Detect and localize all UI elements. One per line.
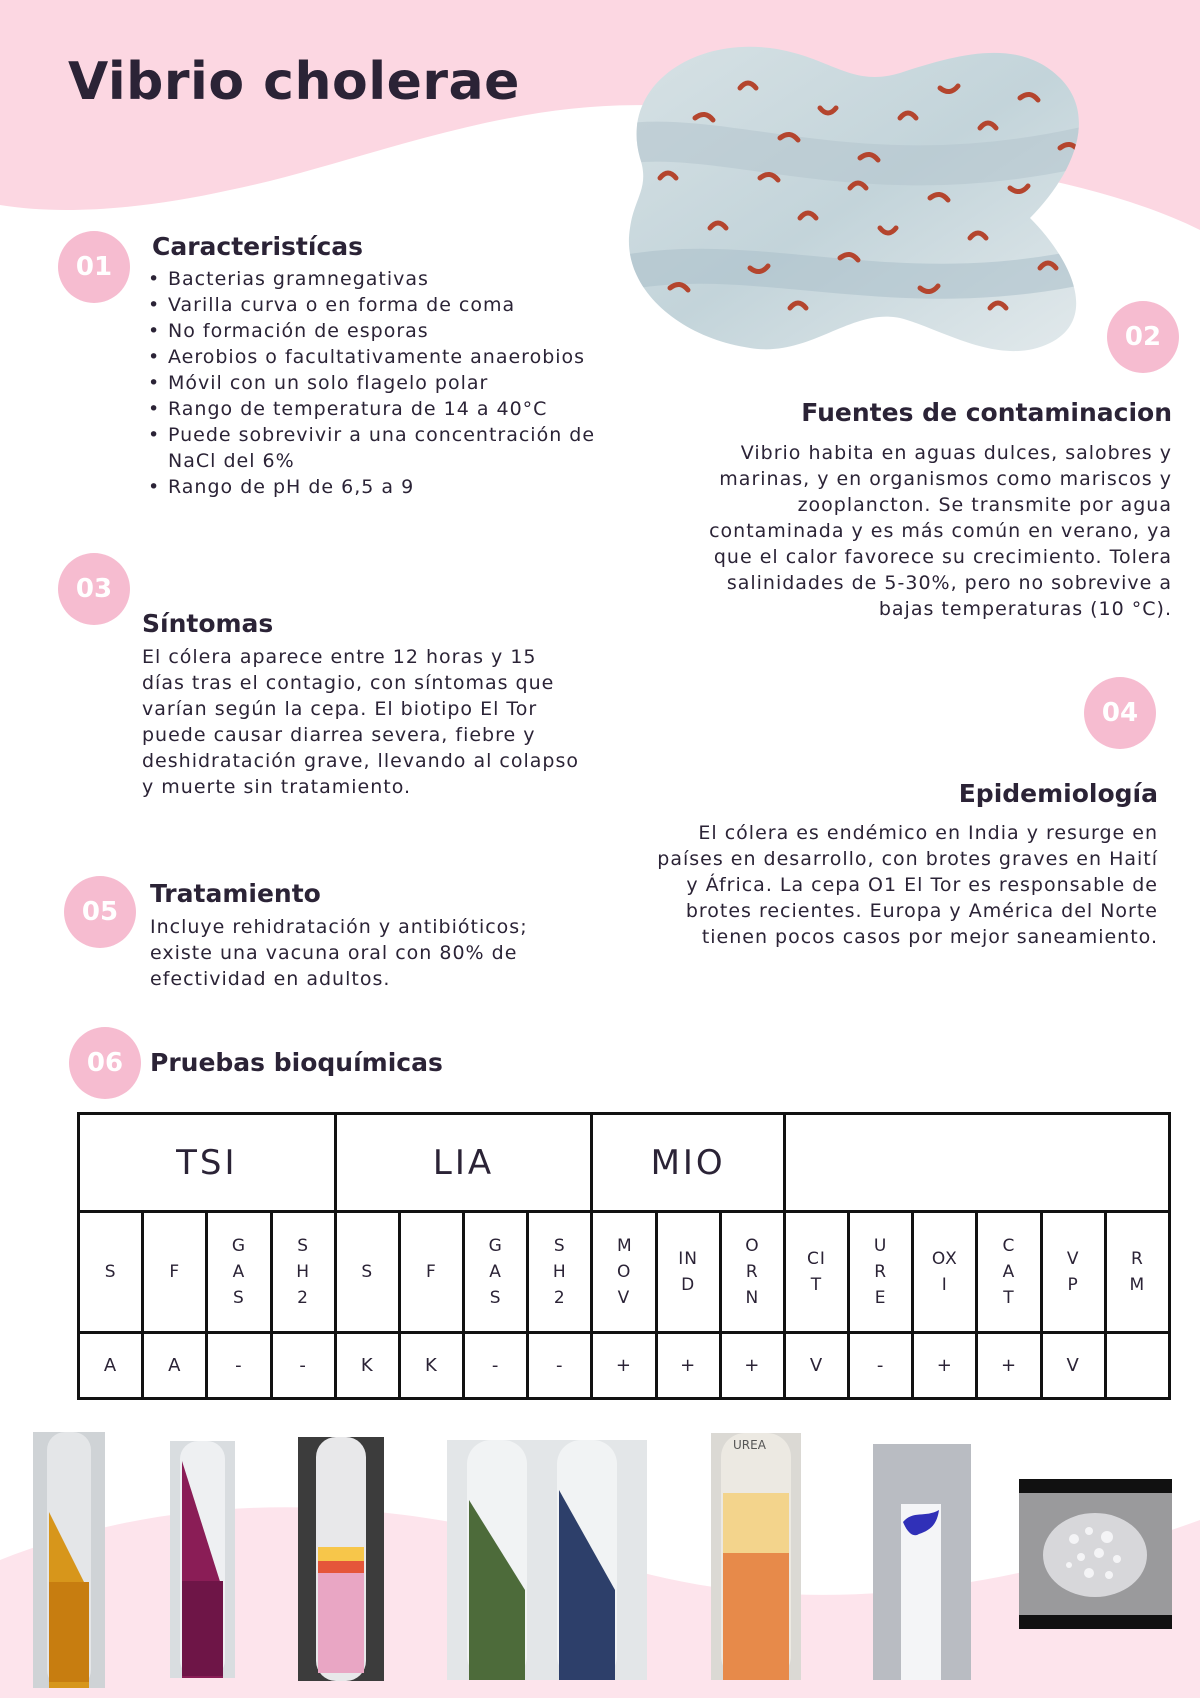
oxidase-strip-photo xyxy=(873,1444,971,1680)
list-item: • Rango de pH de 6,5 a 9 xyxy=(144,474,644,500)
header-cell: GAS xyxy=(464,1212,528,1333)
list-item: • Puede sobrevivir a una concentración de NaCl del 6% xyxy=(144,422,644,474)
section-title-fuentes: Fuentes de contaminacion xyxy=(801,398,1172,427)
list-item: • Aerobios o facultativamente anaerobios xyxy=(144,344,644,370)
header-cell: CAT xyxy=(977,1212,1041,1333)
catalase-test-photo xyxy=(1019,1479,1172,1629)
value-cell: V xyxy=(784,1333,848,1399)
table-value-row xyxy=(79,1333,1170,1399)
mio-tube-photo xyxy=(298,1437,384,1681)
section-title-tratamiento: Tratamiento xyxy=(150,879,321,908)
header-cell: F xyxy=(143,1212,207,1333)
sintomas-text: El cólera aparece entre 12 horas y 15 días tras el contagio, con síntomas que varían según la cepa. El biotipo El Tor puede causar diarrea severa, fiebre y deshidratación grave, llevando al colapso y muerte sin tratamiento. xyxy=(142,646,579,798)
header-cell: S xyxy=(335,1212,399,1333)
characteristics-list xyxy=(144,266,644,500)
tratamiento-text: Incluye rehidratación y antibióticos; existe una vacuna oral con 80% de efectividad en adultos. xyxy=(150,916,528,990)
list-item: • Bacterias gramnegativas xyxy=(144,266,644,292)
value-cell: K xyxy=(335,1333,399,1399)
cit-tubes-photo xyxy=(447,1440,647,1680)
header-cell: CIT xyxy=(784,1212,848,1333)
value-cell: + xyxy=(913,1333,977,1399)
section-title-sintomas: Síntomas xyxy=(142,609,274,638)
group-tsi: TSI xyxy=(79,1114,336,1212)
header-cell: F xyxy=(399,1212,463,1333)
epidemiologia-text: El cólera es endémico en India y resurge en países en desarrollo, con brotes graves en Haití y África. La cepa O1 El Tor es responsable de brotes recientes. Europa y América del Norte tienen pocos casos por mejor saneamiento. xyxy=(657,822,1158,948)
header-cell: SH2 xyxy=(528,1212,592,1333)
urea-label: UREA xyxy=(733,1438,766,1452)
header-cell: IND xyxy=(656,1212,720,1333)
header-cell: ORN xyxy=(720,1212,784,1333)
value-cell: V xyxy=(1041,1333,1105,1399)
group-mio: MIO xyxy=(592,1114,785,1212)
list-item: • No formación de esporas xyxy=(144,318,644,344)
value-cell: + xyxy=(592,1333,656,1399)
microscopy-image xyxy=(600,28,1120,368)
header-cell: SH2 xyxy=(271,1212,335,1333)
list-item: • Varilla curva o en forma de coma xyxy=(144,292,644,318)
table-group-row xyxy=(79,1114,1170,1212)
header-cell: OXI xyxy=(913,1212,977,1333)
value-cell: - xyxy=(849,1333,913,1399)
section-number-06: 06 xyxy=(69,1027,141,1099)
urea-tube-photo xyxy=(711,1433,801,1680)
value-cell: - xyxy=(464,1333,528,1399)
header-cell: URE xyxy=(849,1212,913,1333)
header-cell: GAS xyxy=(207,1212,271,1333)
section-number-05: 05 xyxy=(64,876,136,948)
group-other xyxy=(784,1114,1169,1212)
value-cell: A xyxy=(79,1333,143,1399)
lia-tube-photo xyxy=(170,1441,235,1678)
section-title-caracteristicas: Caracteristícas xyxy=(152,232,364,261)
section-title-epidemiologia: Epidemiología xyxy=(958,779,1158,808)
value-cell: - xyxy=(207,1333,271,1399)
value-cell: - xyxy=(271,1333,335,1399)
value-cell xyxy=(1105,1333,1169,1399)
section-number-02: 02 xyxy=(1107,301,1179,373)
group-lia: LIA xyxy=(335,1114,592,1212)
header-cell: RM xyxy=(1105,1212,1169,1333)
value-cell: A xyxy=(143,1333,207,1399)
section-number-01: 01 xyxy=(58,231,130,303)
value-cell: K xyxy=(399,1333,463,1399)
fuentes-text: Vibrio habita en aguas dulces, salobres y marinas, y en organismos como mariscos y zooplancton. Se transmite por agua contaminada y es más común en verano, ya que el calor favorece su crecimiento. Tolera salinidades de 5-30%, pero no sobrevive a bajas temperaturas (10 °C). xyxy=(709,442,1172,620)
header-cell: S xyxy=(79,1212,143,1333)
value-cell: + xyxy=(720,1333,784,1399)
value-cell: + xyxy=(656,1333,720,1399)
list-item: • Móvil con un solo flagelo polar xyxy=(144,370,644,396)
value-cell: - xyxy=(528,1333,592,1399)
section-number-03: 03 xyxy=(58,553,130,625)
header-cell: VP xyxy=(1041,1212,1105,1333)
list-item: • Rango de temperatura de 14 a 40°C xyxy=(144,396,644,422)
page-title: Vibrio cholerae xyxy=(68,52,520,112)
section-title-pruebas: Pruebas bioquímicas xyxy=(150,1048,443,1077)
table-header-row xyxy=(79,1212,1170,1333)
section-number-04: 04 xyxy=(1084,677,1156,749)
value-cell: + xyxy=(977,1333,1041,1399)
header-cell: MOV xyxy=(592,1212,656,1333)
tsi-tube-photo xyxy=(33,1432,105,1688)
biochemical-tests-table xyxy=(77,1112,1171,1400)
